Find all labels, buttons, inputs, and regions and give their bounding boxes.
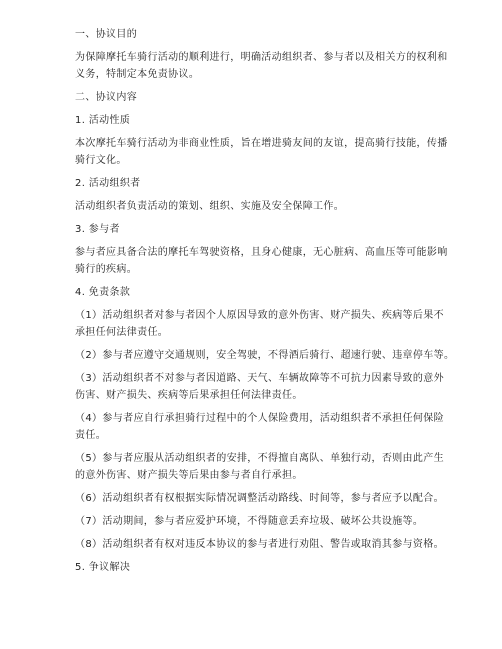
text-line: 义务，特制定本免责协议。 xyxy=(75,69,200,80)
subheading-dispute xyxy=(75,559,440,576)
text-line: 骑行文化。 xyxy=(75,155,127,166)
clause-7 xyxy=(75,513,440,530)
document-page xyxy=(75,26,455,576)
text-line: 本次摩托车骑行活动为非商业性质，旨在增进骑友间的友谊，提高骑行技能，传播 xyxy=(75,138,448,149)
clause-5 xyxy=(75,450,444,484)
text-line: 2. 活动组织者 xyxy=(75,178,141,189)
text-line: （3）活动组织者不对参与者因道路、天气、车辆故障等不可抗力因素导致的意外 xyxy=(75,373,444,384)
paragraph-participant xyxy=(75,244,448,278)
subheading-nature xyxy=(75,112,440,129)
text-line: 骑行的疾病。 xyxy=(75,264,138,275)
paragraph-organizer xyxy=(75,198,440,215)
section-heading-purpose xyxy=(75,26,440,43)
clause-6 xyxy=(75,490,444,507)
text-line: （4）参与者应自行承担骑行过程中的个人保险费用，活动组织者不承担任何保险 xyxy=(75,413,444,424)
subheading-organizer xyxy=(75,175,440,192)
subheading-disclaimer xyxy=(75,284,440,301)
text-line: 为保障摩托车骑行活动的顺利进行，明确活动组织者、参与者以及相关方的权利和 xyxy=(75,52,448,63)
clause-4 xyxy=(75,410,444,444)
text-line: 承担任何法律责任。 xyxy=(75,327,169,338)
paragraph-nature xyxy=(75,135,448,169)
text-line: 伤害、财产损失、疾病等后果承担任何法律责任。 xyxy=(75,390,303,401)
text-line: 1. 活动性质 xyxy=(75,115,131,126)
text-line: 4. 免责条款 xyxy=(75,287,131,298)
text-line: （8）活动组织者有权对违反本协议的参与者进行劝阻、警告或取消其参与资格。 xyxy=(75,539,444,550)
text-line: 活动组织者负责活动的策划、组织、实施及安全保障工作。 xyxy=(75,201,345,212)
section-heading-content xyxy=(75,89,440,106)
clause-2 xyxy=(75,347,455,364)
text-line: 3. 参与者 xyxy=(75,224,120,235)
text-line: （5）参与者应服从活动组织者的安排，不得擅自离队、单独行动，否则由此产生 xyxy=(75,453,444,464)
text-line: 5. 争议解决 xyxy=(75,562,131,573)
clause-8 xyxy=(75,536,444,553)
text-line: （6）活动组织者有权根据实际情况调整活动路线、时间等，参与者应予以配合。 xyxy=(75,493,444,504)
text-line: 责任。 xyxy=(75,430,107,441)
text-line: 一、协议目的 xyxy=(75,29,138,40)
text-line: （7）活动期间，参与者应爱护环境，不得随意丢弃垃圾、破坏公共设施等。 xyxy=(75,516,424,527)
text-line: 二、协议内容 xyxy=(75,92,138,103)
paragraph-purpose xyxy=(75,49,448,83)
text-line: 的意外伤害、财产损失等后果由参与者自行承担。 xyxy=(75,470,303,481)
clause-3 xyxy=(75,370,444,404)
text-line: 参与者应具备合法的摩托车驾驶资格，且身心健康，无心脏病、高血压等可能影响 xyxy=(75,247,448,258)
text-line: （1）活动组织者对参与者因个人原因导致的意外伤害、财产损失、疾病等后果不 xyxy=(75,310,444,321)
subheading-participant xyxy=(75,221,440,238)
text-line: （2）参与者应遵守交通规则，安全驾驶，不得酒后骑行、超速行驶、违章停车等。 xyxy=(75,350,455,361)
clause-1 xyxy=(75,307,444,341)
